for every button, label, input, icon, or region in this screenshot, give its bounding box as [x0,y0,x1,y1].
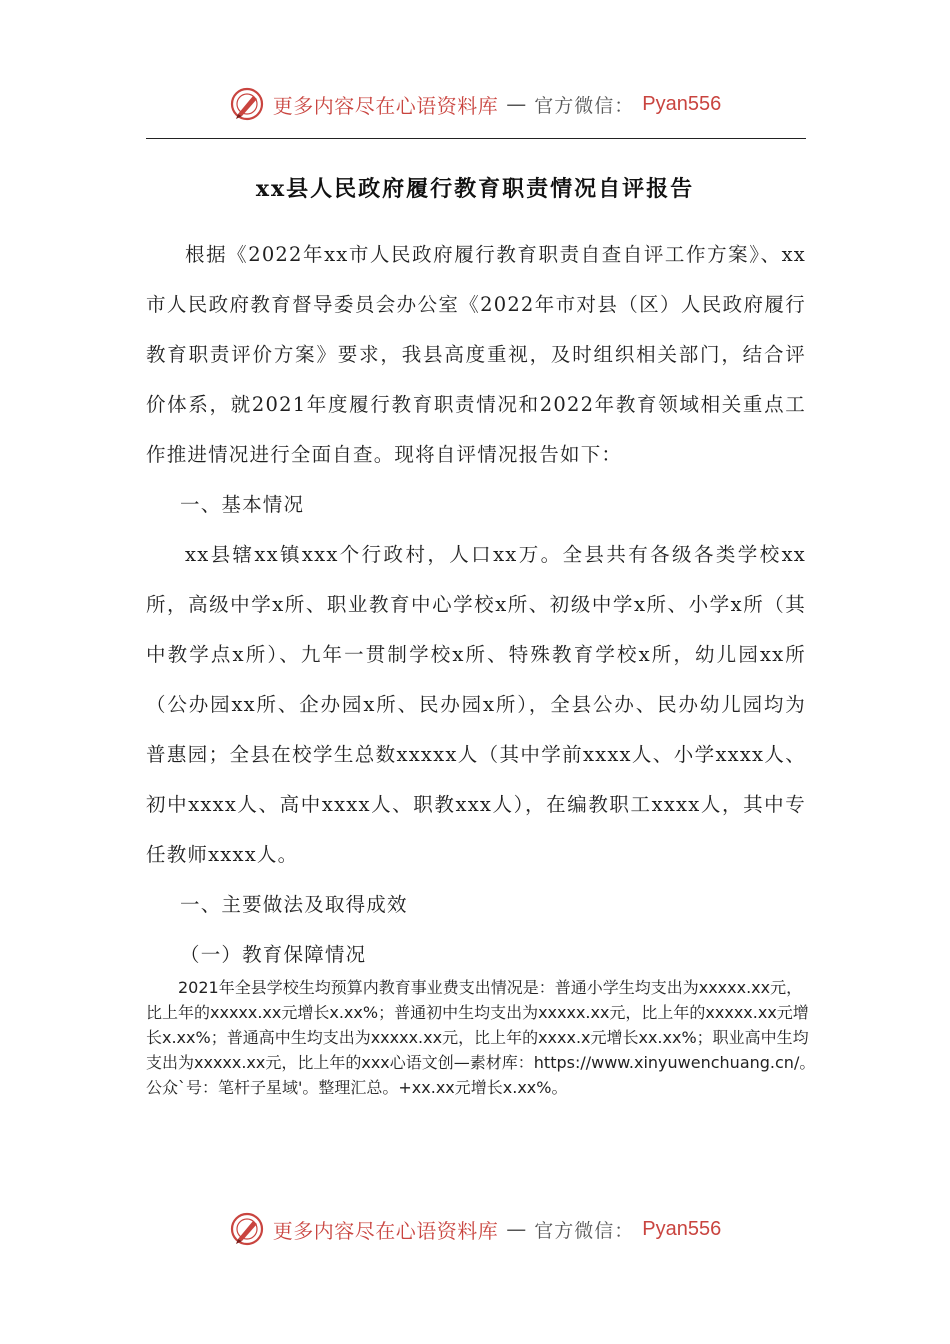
banner-text: 更多内容尽在心语资料库 [272,93,499,118]
footer-wechat-id: Pyan556 [642,1217,722,1240]
basic-info-paragraph: xx县辖xx镇xxx个行政村，人口xx万。全县共有各级各类学校xx所，高级中学x所、职业教育中心学校x所、初级中学x所、小学x所（其中教学点x所）、九年一贯制学校x所、特殊教育学校x所，幼儿园xx所（公办园xx所、企办园x所、民办园x所），全县公办、民办幼儿园均为普惠园；全县在校学生总数xxxxx人（其中学前xxxx人、小学xxxx人、初中xxxx人、高中xxxx人、职教xxx人），在编教职工xxxx人，其中专任教师xxxx人。 [146,543,806,866]
section-heading-basic: 一、基本情况 [180,493,305,516]
footer-banner-text: 更多内容尽在心语资料库 [272,1218,499,1243]
section-heading-main: 一、主要做法及取得成效 [180,893,408,916]
document-body [146,230,806,980]
banner-dash: — [506,92,527,116]
document-title: xx县人民政府履行教育职责情况自评报告 [255,176,695,202]
banner-wechat-label: 官方微信： [534,94,635,117]
footer-banner [0,1207,950,1251]
header-divider [146,138,806,139]
pen-circle-logo-icon [229,86,265,122]
pen-circle-logo-icon [229,1211,265,1247]
banner-wechat-id: Pyan556 [642,92,722,115]
subsection-heading-guarantee: （一）教育保障情况 [180,943,367,966]
footer-wechat-label: 官方微信： [534,1219,635,1242]
header-banner [0,82,950,126]
footer-banner-dash: — [506,1217,527,1241]
expenditure-paragraph: 2021年全县学校生均预算内教育事业费支出情况是：普通小学生均支出为xxxxx.xx元，比上年的xxxxx.xx元增长x.xx%；普通初中生均支出为xxxxx.xx元，比上年的xxxxx.xx元增长x.xx%；普通高中生均支出为xxxxx.xx元，比上年的xxxx.x元增长xx.xx%；职业高中生均支出为xxxxx.xx元，比上年的xxx心语文创—素材库：https://www.xinyuwenchuang.cn/。公众`号：笔杆子星域'。整理汇总。+xx.xx元增长x.xx%。 [146,978,816,1097]
expenditure-block [146,975,818,1100]
intro-paragraph: 根据《2022年xx市人民政府履行教育职责自查自评工作方案》、xx市人民政府教育督导委员会办公室《2022年市对县（区）人民政府履行教育职责评价方案》要求，我县高度重视，及时组织相关部门，结合评价体系，就2021年度履行教育职责情况和2022年教育领域相关重点工作推进情况进行全面自查。现将自评情况报告如下： [146,243,806,466]
